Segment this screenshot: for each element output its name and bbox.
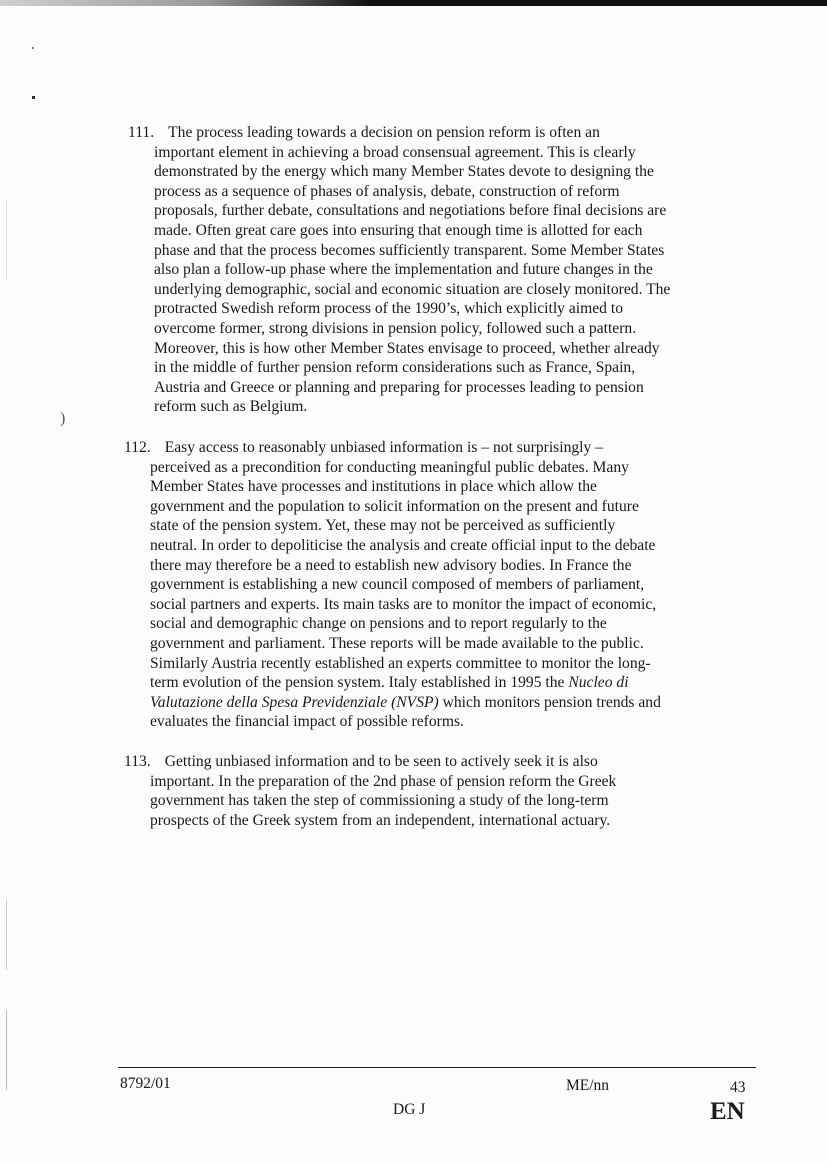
text-line: neutral. In order to depoliticise the analysis and create official input to the debate <box>150 536 656 554</box>
text-segment: term evolution of the pension system. Italy established in 1995 the <box>150 674 569 692</box>
text-line: The process leading towards a decision on pension reform is often an <box>168 124 600 141</box>
italic-term: Nucleo di <box>568 674 629 692</box>
text-line: Similarly Austria recently established an experts committee to monitor the long- <box>150 654 651 672</box>
paragraph-number: 113. <box>124 753 151 770</box>
text-line: important element in achieving a broad consensual agreement. This is clearly <box>154 143 636 161</box>
text-line: government and the population to solicit information on the present and future <box>150 497 639 515</box>
text-line: social and demographic change on pensions and to report regularly to the <box>150 615 607 633</box>
page-number: 43 <box>730 1079 746 1096</box>
text-line: Getting unbiased information and to be seen to actively seek it is also <box>164 753 598 770</box>
text-line: government has taken the step of commissioning a study of the long-term <box>150 792 609 810</box>
text-line: Austria and Greece or planning and preparing for processes leading to pension <box>154 378 644 396</box>
text-line: in the middle of further pension reform considerations such as France, Spain, <box>154 359 636 377</box>
text-line: made. Often great care goes into ensuring that enough time is allotted for each <box>154 221 643 239</box>
paragraph-111 <box>128 123 708 417</box>
scan-speck <box>32 96 35 99</box>
italic-term: Valutazione della Spesa Previdenziale (NVSP) <box>150 693 439 711</box>
text-line: protracted Swedish reform process of the 1990’s, which explicitly aimed to <box>154 300 623 318</box>
paragraph-number: 112. <box>124 439 151 456</box>
footer-rule <box>118 1067 756 1068</box>
document-reference: 8792/01 <box>120 1075 171 1092</box>
department-label: DG J <box>393 1101 426 1118</box>
text-line: Easy access to reasonably unbiased information is – not surprisingly – <box>164 439 603 456</box>
text-line: perceived as a precondition for conducting meaningful public debates. Many <box>150 458 629 476</box>
text-line: phase and that the process becomes sufficiently transparent. Some Member States <box>154 241 665 259</box>
text-line: government and parliament. These reports will be made available to the public. <box>150 634 644 652</box>
text-line: government is establishing a new council composed of members of parliament, <box>150 576 645 594</box>
text-line: proposals, further debate, consultations and negotiations before final decisions are <box>154 202 667 220</box>
text-line <box>124 693 708 713</box>
scan-artifact-line <box>6 900 7 970</box>
text-line: reform such as Belgium. <box>154 398 308 416</box>
text-line: important. In the preparation of the 2nd phase of pension reform the Greek <box>150 772 617 790</box>
scan-speck <box>32 47 34 49</box>
language-code: EN <box>710 1098 745 1125</box>
paragraph-112 <box>124 438 708 732</box>
paragraph-first-line <box>124 438 708 458</box>
text-line: evaluates the financial impact of possible reforms. <box>150 713 464 731</box>
text-line: state of the pension system. Yet, these may not be perceived as sufficiently <box>150 517 616 535</box>
text-line: demonstrated by the energy which many Member States devote to designing the <box>154 163 654 181</box>
scan-artifact-line <box>6 1010 7 1090</box>
author-initials: ME/nn <box>566 1077 610 1094</box>
paragraph-number: 111. <box>128 124 155 141</box>
text-line: process as a sequence of phases of analysis, debate, construction of reform <box>154 182 620 200</box>
top-rule <box>0 0 827 6</box>
paragraph-113 <box>124 752 684 830</box>
text-line: prospects of the Greek system from an independent, international actuary. <box>150 811 611 829</box>
scan-artifact-paren: ) <box>60 410 66 427</box>
text-line: Moreover, this is how other Member States envisage to proceed, whether already <box>154 339 660 357</box>
scan-artifact-line <box>6 200 7 280</box>
text-line: Member States have processes and institutions in place which allow the <box>150 478 597 496</box>
text-line <box>124 673 708 693</box>
paragraph-first-line <box>128 123 708 143</box>
text-line: also plan a follow-up phase where the implementation and future changes in the <box>154 261 653 279</box>
text-segment: which monitors pension trends and <box>438 693 661 711</box>
text-line: underlying demographic, social and economic situation are closely monitored. The <box>154 280 671 298</box>
text-line: social partners and experts. Its main tasks are to monitor the impact of economic, <box>150 595 657 613</box>
text-line: there may therefore be a need to establish new advisory bodies. In France the <box>150 556 632 574</box>
text-line: overcome former, strong divisions in pension policy, followed such a pattern. <box>154 319 637 337</box>
paragraph-first-line <box>124 752 684 772</box>
